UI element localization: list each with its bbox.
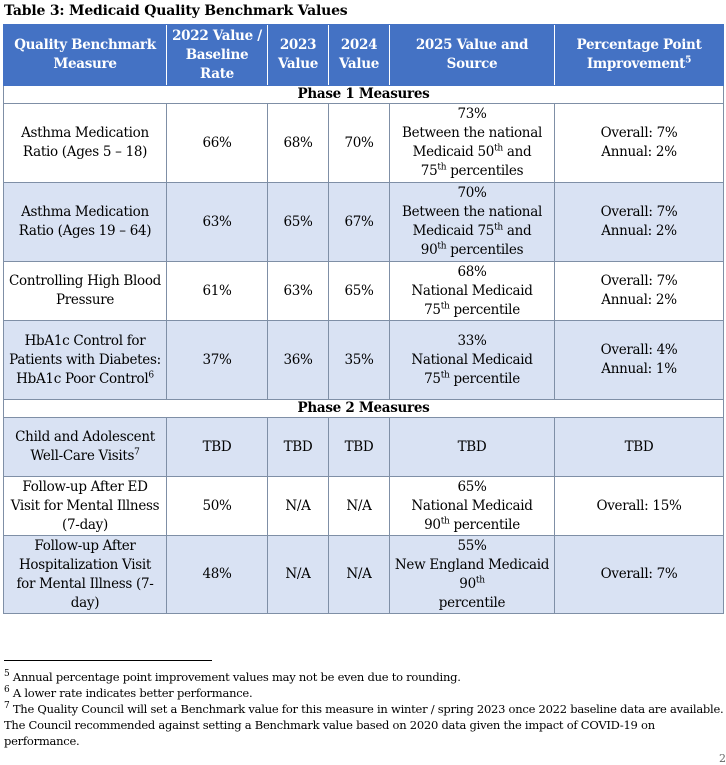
value-2024-cell: 70%: [329, 104, 390, 183]
value-2024-cell: 35%: [329, 321, 390, 400]
value-2023-cell: 65%: [268, 183, 329, 262]
footnotes: [4, 669, 724, 749]
value-2025-cell: 65% National Medicaid 90th percentile: [390, 477, 555, 536]
benchmark-table: [3, 24, 724, 614]
value-2023-cell: 68%: [268, 104, 329, 183]
phase-row: [4, 86, 724, 104]
value-2024-cell: N/A: [329, 477, 390, 536]
footnote-separator: [4, 660, 212, 661]
improvement-cell: Overall: 15%: [555, 477, 724, 536]
header-baseline: 2022 Value / Baseline Rate: [167, 25, 268, 86]
improvement-cell: Overall: 7% Annual: 2%: [555, 262, 724, 321]
measure-cell: Follow-up After ED Visit for Mental Illness (7-day): [4, 477, 167, 536]
value-2025-cell: 73% Between the national Medicaid 50th and 75th percentiles: [390, 104, 555, 183]
value-2023-cell: 63%: [268, 262, 329, 321]
baseline-cell: 48%: [167, 536, 268, 614]
table-row: [4, 183, 724, 262]
measure-cell: Asthma Medication Ratio (Ages 19 – 64): [4, 183, 167, 262]
baseline-cell: TBD: [167, 418, 268, 477]
improvement-cell: Overall: 4% Annual: 1%: [555, 321, 724, 400]
value-2025-cell: 68% National Medicaid 75th percentile: [390, 262, 555, 321]
table-header-row: [4, 25, 724, 86]
phase-2-label: Phase 2 Measures: [4, 400, 724, 418]
improvement-cell: Overall: 7%: [555, 536, 724, 614]
baseline-cell: 50%: [167, 477, 268, 536]
phase-row: [4, 400, 724, 418]
header-measure: Quality Benchmark Measure: [4, 25, 167, 86]
improvement-cell: Overall: 7% Annual: 2%: [555, 183, 724, 262]
value-2025-cell: 33% National Medicaid 75th percentile: [390, 321, 555, 400]
value-2024-cell: N/A: [329, 536, 390, 614]
value-2025-cell: TBD: [390, 418, 555, 477]
value-2024-cell: 65%: [329, 262, 390, 321]
header-2023: 2023 Value: [268, 25, 329, 86]
table-row: [4, 262, 724, 321]
value-2023-cell: N/A: [268, 477, 329, 536]
footnote-7: $^7$ The Quality Council will set a Benchmark value for this measure in winter / spring 2023 once 2022 baseline data are available. The Council recommended against setting a Benchmark value based on 2020 data given the impact of COVID-19 on performance.: [4, 701, 724, 748]
value-2023-cell: N/A: [268, 536, 329, 614]
table-row: [4, 321, 724, 400]
value-2025-cell: 70% Between the national Medicaid 75th and 90th percentiles: [390, 183, 555, 262]
improvement-cell: TBD: [555, 418, 724, 477]
table-row: [4, 536, 724, 614]
baseline-cell: 66%: [167, 104, 268, 183]
baseline-cell: 63%: [167, 183, 268, 262]
table-row: [4, 104, 724, 183]
header-2024: 2024 Value: [329, 25, 390, 86]
table-row: [4, 477, 724, 536]
measure-cell: Asthma Medication Ratio (Ages 5 – 18): [4, 104, 167, 183]
page-number: 2: [719, 752, 726, 765]
footnote-5: $^5$ Annual percentage point improvement values may not be even due to rounding.: [4, 669, 461, 684]
measure-cell: HbA1c Control for Patients with Diabetes: HbA1c Poor Control$^6$: [4, 321, 167, 400]
table-row: [4, 418, 724, 477]
improvement-cell: Overall: 7% Annual: 2%: [555, 104, 724, 183]
value-2024-cell: 67%: [329, 183, 390, 262]
header-2025: 2025 Value and Source: [390, 25, 555, 86]
value-2025-cell: 55% New England Medicaid 90th percentile: [390, 536, 555, 614]
header-improvement: Percentage Point Improvement$^5$: [555, 25, 724, 86]
measure-cell: Child and Adolescent Well-Care Visits$^7$: [4, 418, 167, 477]
table-caption: Table 3: Medicaid Quality Benchmark Values: [4, 3, 348, 19]
measure-cell: Follow-up After Hospitalization Visit for Mental Illness (7-day): [4, 536, 167, 614]
measure-cell: Controlling High Blood Pressure: [4, 262, 167, 321]
phase-1-label: Phase 1 Measures: [4, 86, 724, 104]
baseline-cell: 61%: [167, 262, 268, 321]
baseline-cell: 37%: [167, 321, 268, 400]
value-2023-cell: TBD: [268, 418, 329, 477]
footnote-6: $^6$ A lower rate indicates better performance.: [4, 685, 253, 700]
value-2024-cell: TBD: [329, 418, 390, 477]
value-2023-cell: 36%: [268, 321, 329, 400]
